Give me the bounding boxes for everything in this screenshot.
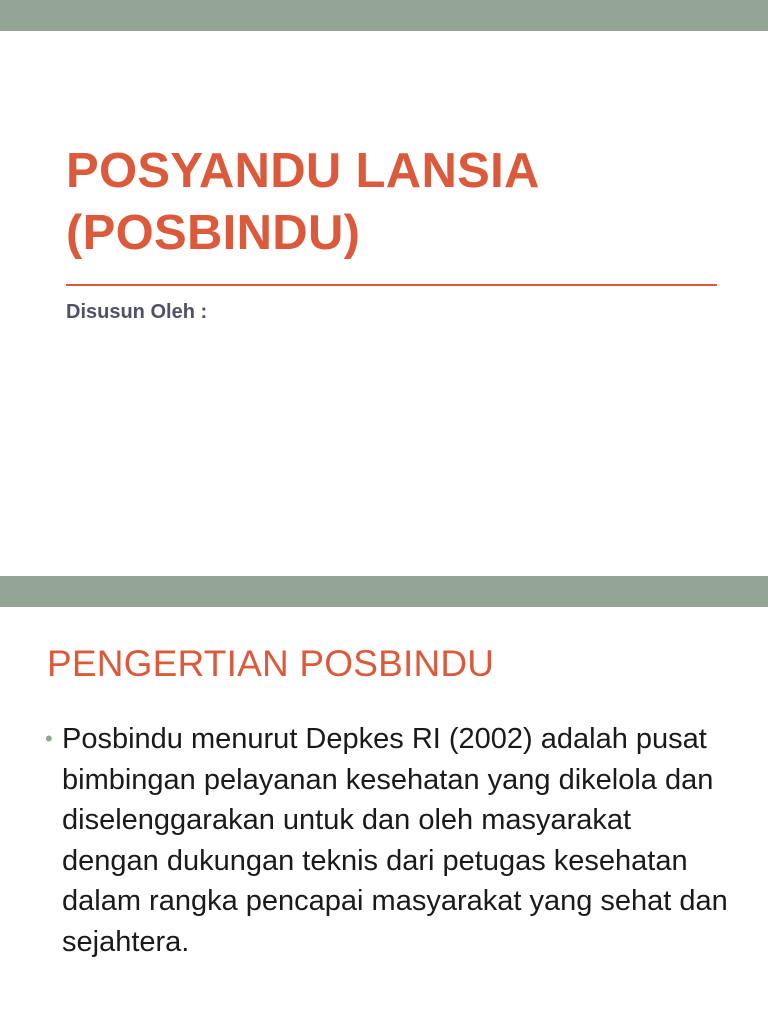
title-divider [66,284,717,286]
slide-header-bar [0,0,768,31]
bullet-text: Posbindu menurut Depkes RI (2002) adalah pusat bimbingan pelayanan kesehatan yang dikelola dan diselenggarakan untuk dan oleh masyarakat dengan dukungan teknis dari petugas kesehatan dalam rangka pencapai masyarakat yang sehat dan sejahtera. [62,723,728,958]
slide-subtitle: Disusun Oleh : [66,301,208,323]
content-slide [0,576,768,1024]
slide-header-bar [0,576,768,607]
slide-title: POSYANDU LANSIA (POSBINDU) [66,144,538,260]
bullet-list [44,719,734,962]
bullet-dot-icon: • [45,726,53,751]
bullet-item [44,719,734,962]
slide-heading: PENGERTIAN POSBINDU [47,643,495,684]
